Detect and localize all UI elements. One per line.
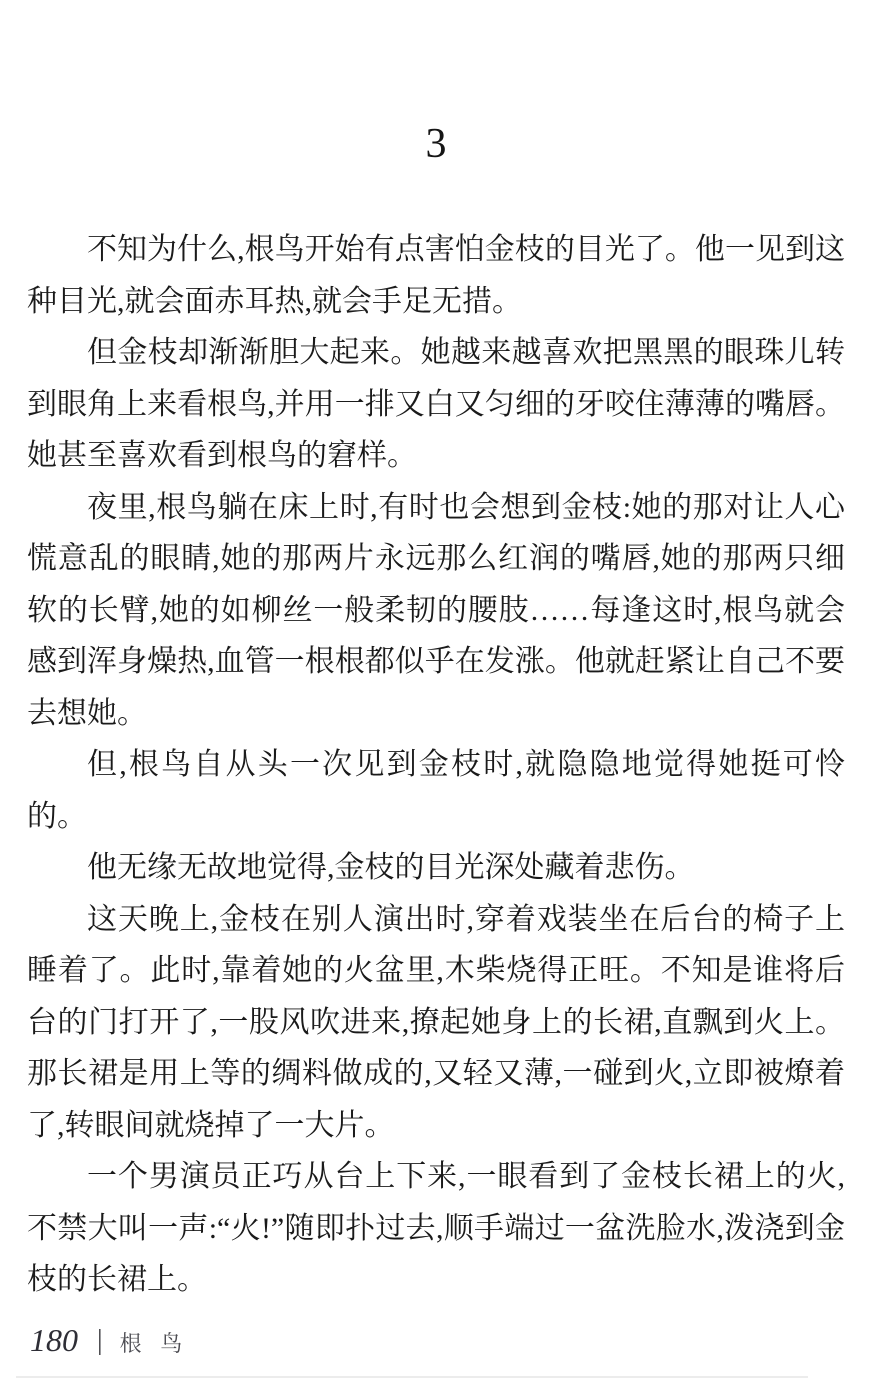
page-footer <box>30 1322 189 1359</box>
paragraph: 他无缘无故地觉得,金枝的目光深处藏着悲伤。 <box>87 851 695 884</box>
chapter-number: 3 <box>425 121 447 167</box>
page-bottom-edge-line <box>16 1376 808 1378</box>
paragraph: 夜里,根鸟躺在床上时,有时也会想到金枝:她的那对让人心慌意乱的眼睛,她的那两片永远那么红润的嘴唇,她的那两只细软的长臂,她的如柳丝一般柔韧的腰肢……每逢这时,根鸟就会感到浑身燥热,血管一根根都似乎在发涨。他就赶紧让自己不要去想她。 <box>27 490 845 730</box>
paragraph: 不知为什么,根鸟开始有点害怕金枝的目光了。他一见到这种目光,就会面赤耳热,就会手足无措。 <box>27 233 845 318</box>
body-text <box>27 224 845 1306</box>
paragraph: 这天晚上,金枝在别人演出时,穿着戏装坐在后台的椅子上睡着了。此时,靠着她的火盆里,木柴烧得正旺。不知是谁将后台的门打开了,一股风吹进来,撩起她身上的长裙,直飘到火上。那长裙是用上等的绸料做成的,又轻又薄,一碰到火,立即被燎着了,转眼间就烧掉了一大片。 <box>27 902 845 1142</box>
paragraph: 但,根鸟自从头一次见到金枝时,就隐隐地觉得她挺可怜的。 <box>27 748 845 833</box>
page-number: 180 <box>30 1322 78 1358</box>
paragraph: 一个男演员正巧从台上下来,一眼看到了金枝长裙上的火,不禁大叫一声:“火!”随即扑过去,顺手端过一盆洗脸水,泼浇到金枝的长裙上。 <box>27 1160 845 1296</box>
paragraph: 但金枝却渐渐胆大起来。她越来越喜欢把黑黑的眼珠儿转到眼角上来看根鸟,并用一排又白又匀细的牙咬住薄薄的嘴唇。她甚至喜欢看到根鸟的窘样。 <box>27 336 845 472</box>
book-title: 根 鸟 <box>119 1331 189 1356</box>
footer-divider-bar: | <box>97 1325 103 1356</box>
